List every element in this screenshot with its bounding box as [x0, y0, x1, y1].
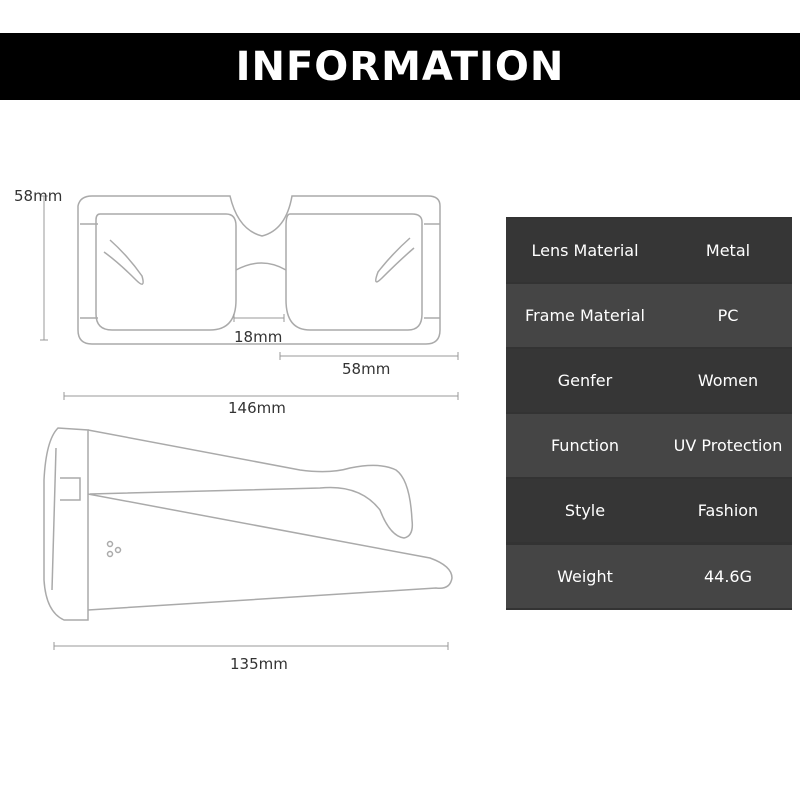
spec-row-weight — [506, 545, 792, 608]
spec-row-style — [506, 479, 792, 542]
bridge-dimension-label: 18mm — [234, 328, 283, 346]
frame-width-dimension-label: 146mm — [228, 399, 286, 417]
spec-value: Women — [697, 371, 759, 390]
spec-row-function — [506, 414, 792, 477]
spec-label: Genfer — [557, 371, 613, 390]
spec-label: Style — [564, 501, 606, 520]
spec-value: Fashion — [697, 501, 759, 520]
spec-row-frame-material — [506, 284, 792, 347]
spec-value: PC — [717, 306, 739, 325]
spec-label: Frame Material — [525, 306, 645, 325]
side-view — [44, 428, 452, 620]
spec-value: 44.6G — [703, 567, 753, 586]
spec-table — [506, 217, 792, 610]
page-title: INFORMATION — [235, 43, 565, 90]
spec-label: Weight — [557, 567, 613, 586]
front-view — [78, 196, 440, 344]
height-dimension-label: 58mm — [14, 187, 63, 205]
spec-value: UV Protection — [673, 436, 783, 455]
spec-value: Metal — [705, 241, 751, 260]
lens-width-dimension-label: 58mm — [342, 360, 391, 378]
spec-row-gender — [506, 349, 792, 412]
spec-label: Lens Material — [531, 241, 639, 260]
temple-length-dimension-label: 135mm — [230, 655, 288, 673]
spec-row-lens-material — [506, 219, 792, 282]
spec-label: Function — [550, 436, 620, 455]
